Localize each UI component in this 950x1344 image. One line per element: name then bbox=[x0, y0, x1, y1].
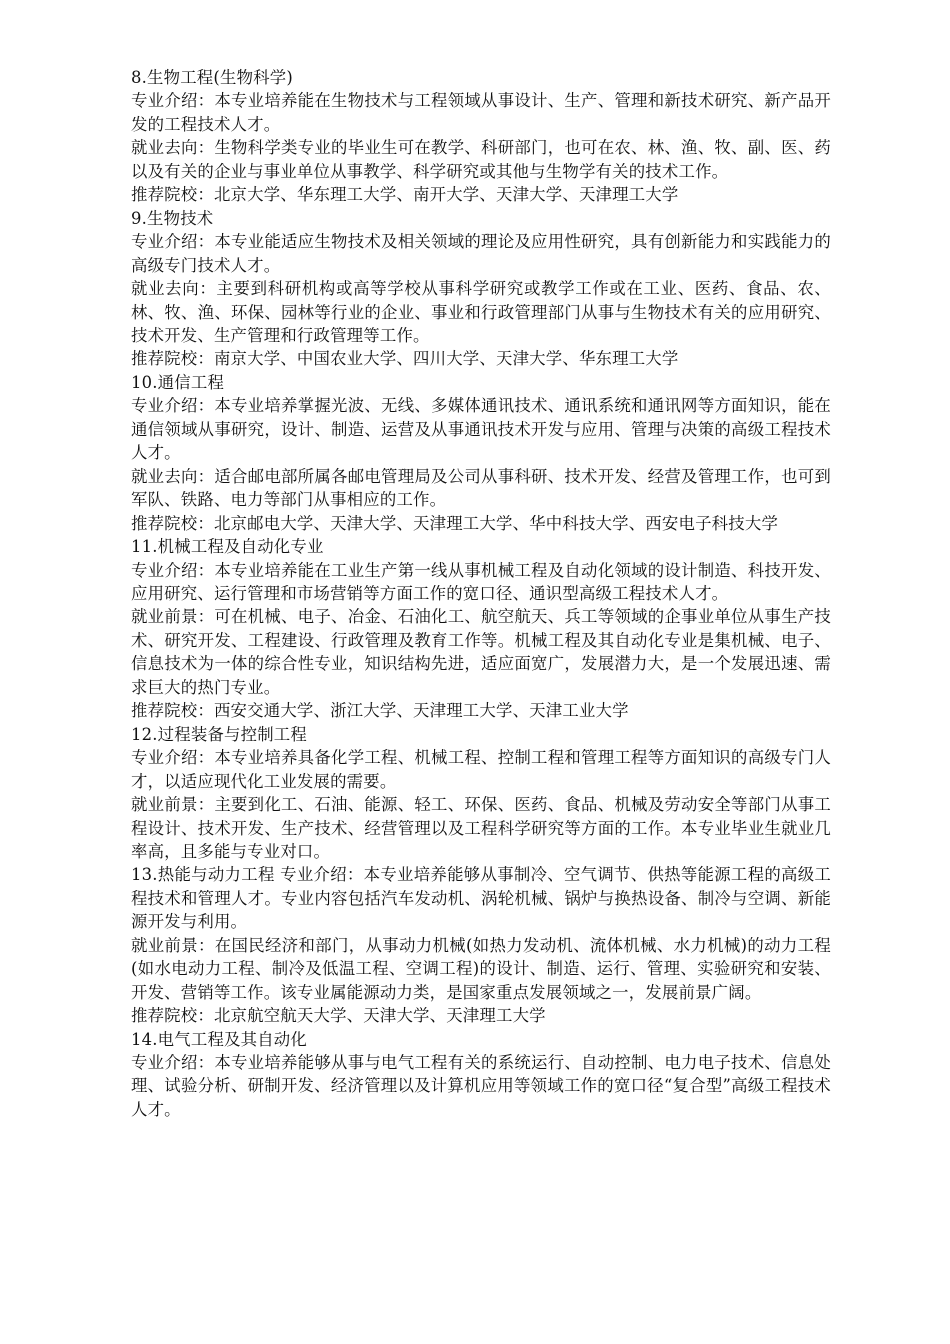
paragraph-career-10: 就业去向：适合邮电部所属各邮电管理局及公司从事科研、技术开发、经营及管理工作，也可到军队、铁路、电力等部门从事相应的工作。 bbox=[131, 466, 831, 510]
paragraph-intro-14: 专业介绍：本专业培养能够从事与电气工程有关的系统运行、自动控制、电力电子技术、信息处理、试验分析、研制开发、经济管理以及计算机应用等领域工作的宽口径“复合型”高级工程技术人才。 bbox=[131, 1053, 831, 1119]
paragraph-intro-11: 专业介绍：本专业培养能在工业生产第一线从事机械工程及自动化领域的设计制造、科技开发、应用研究、运行管理和市场营销等方面工作的宽口径、通识型高级工程技术人才。 bbox=[131, 560, 831, 603]
heading-major-9: 9.生物技术 bbox=[131, 208, 214, 228]
paragraph-schools-13: 推荐院校：北京航空航天大学、天津大学、天津理工大学 bbox=[131, 1006, 546, 1026]
document-body bbox=[131, 66, 831, 1121]
heading-major-11: 11.机械工程及自动化专业 bbox=[131, 537, 324, 557]
heading-major-8: 8.生物工程(生物科学) bbox=[131, 68, 293, 87]
paragraph-intro-9: 专业介绍：本专业能适应生物技术及相关领域的理论及应用性研究，具有创新能力和实践能力的高级专门技术人才。 bbox=[131, 232, 831, 275]
paragraph-intro-12: 专业介绍：本专业培养具备化学工程、机械工程、控制工程和管理工程等方面知识的高级专门人才，以适应现代化工业发展的需要。 bbox=[131, 748, 831, 791]
paragraph-schools-8: 推荐院校：北京大学、华东理工大学、南开大学、天津大学、天津理工大学 bbox=[131, 185, 679, 205]
paragraph-career-11: 就业前景：可在机械、电子、冶金、石油化工、航空航天、兵工等领域的企事业单位从事生产技术、研究开发、工程建设、行政管理及教育工作等。机械工程及其自动化专业是集机械、电子、信息技术为一体的综合性专业，知识结构先进，适应面宽广，发展潜力大，是一个发展迅速、需求巨大的热门专业。 bbox=[131, 607, 831, 697]
paragraph-schools-11: 推荐院校：西安交通大学、浙江大学、天津理工大学、天津工业大学 bbox=[131, 701, 629, 721]
paragraph-major-13: 13.热能与动力工程 专业介绍：本专业培养能够从事制冷、空气调节、供热等能源工程的高级工程技术和管理人才。专业内容包括汽车发动机、涡轮机械、锅炉与换热设备、制冷与空调、新能源开发与利用。 bbox=[131, 865, 831, 932]
heading-major-10: 10.通信工程 bbox=[131, 372, 225, 392]
paragraph-career-12: 就业前景：主要到化工、石油、能源、轻工、环保、医药、食品、机械及劳动安全等部门从事工程设计、技术开发、生产技术、经营管理以及工程科学研究等方面的工作。本专业毕业生就业几率高，且多能与专业对口。 bbox=[131, 795, 831, 861]
paragraph-intro-8: 专业介绍：本专业培养能在生物技术与工程领域从事设计、生产、管理和新技术研究、新产品开发的工程技术人才。 bbox=[131, 91, 831, 134]
paragraph-career-13: 就业前景：在国民经济和部门，从事动力机械(如热力发动机、流体机械、水力机械)的动力工程(如水电动力工程、制冷及低温工程、空调工程)的设计、制造、运行、管理、实验研究和安装、开发、营销等工作。该专业属能源动力类，是国家重点发展领域之一，发展前景广阔。 bbox=[131, 935, 831, 1002]
paragraph-career-9: 就业去向：主要到科研机构或高等学校从事科学研究或教学工作或在工业、医药、食品、农、林、牧、渔、环保、园林等行业的企业、事业和行政管理部门从事与生物技术有关的应用研究、技术开发、生产管理和行政管理等工作。 bbox=[131, 279, 831, 345]
paragraph-intro-10: 专业介绍：本专业培养掌握光波、无线、多媒体通讯技术、通讯系统和通讯网等方面知识，能在通信领域从事研究，设计、制造、运营及从事通讯技术开发与应用、管理与决策的高级工程技术人才。 bbox=[131, 396, 831, 463]
paragraph-career-8: 就业去向：生物科学类专业的毕业生可在教学、科研部门，也可在农、林、渔、牧、副、医、药以及有关的企业与事业单位从事教学、科学研究或其他与生物学有关的技术工作。 bbox=[131, 138, 831, 181]
heading-major-12: 12.过程装备与控制工程 bbox=[131, 724, 307, 744]
paragraph-schools-9: 推荐院校：南京大学、中国农业大学、四川大学、天津大学、华东理工大学 bbox=[131, 349, 679, 369]
paragraph-schools-10: 推荐院校：北京邮电大学、天津大学、天津理工大学、华中科技大学、西安电子科技大学 bbox=[131, 513, 779, 533]
heading-major-14: 14.电气工程及其自动化 bbox=[131, 1029, 307, 1049]
